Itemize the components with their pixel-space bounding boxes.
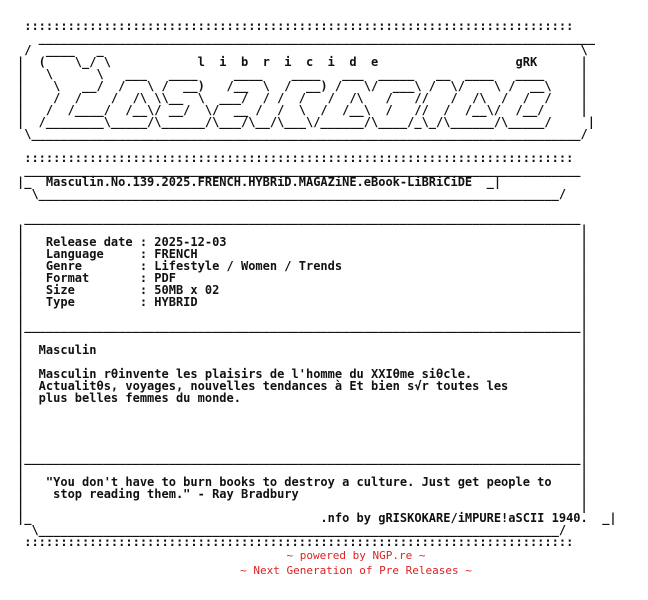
footer — [0, 548, 648, 578]
tagline: ~ Next Generation of Pre Releases ~ — [240, 564, 472, 577]
powered-by-link[interactable]: ~ powered by NGP.re ~ — [286, 549, 426, 562]
nfo-text: :::::::::::::::::::::::::::::::::::::::::::::::::::::::::::::::::::::::::::: _____________________________________________________________________________ / ____ _ \ | ( \_/ \ l i b r i c i d e gRK | | \ \ ___ ____ ____ ____ ___ _____ __ ____ ____ | | \ __/ / \ / __) /__ \ / __) / \/ ___\ / \/ \ / __\ | | / / / /\ \\__ \ ___/ / / / / /\ / // / /\ / / / | | / /____/ /__\/ __/ \/ __ / / \ / /__\ / // / /__\/ /__/ | | /________\_____/\______/\___/\__/\___\/______/\____/_\_/\______/\_____/ | \____________________________________________________________________________/ :::::::::::::::::::::::::::::::::::::::::::::::::::::::::::::::::::::::::::: _____________________________________________________________________________ |_ Masculin.No.139.2025.FRENCH.HYBRiD.MAGAZiNE.eBook-LiBRiCiDE _| \________________________________________________________________________/ _____________________________________________________________________________ | | | Release date : 2025-12-03 | | Language : FRENCH | | Genre : Lifestyle / Women / Trends | | Format : PDF | | Size : 50MB x 02 | | Type : HYBRID | | | |_____________________________________________________________________________| | | | Masculin | | | | Masculin rθinvente les plaisirs de l'homme du XXIθme siθcle. | | Actualitθs, voyages, nouvelles tendances à Et bien s√r toutes les | | plus belles femmes du monde. | | | | | | | | | |_____________________________________________________________________________| | | | "You don't have to burn books to destroy a culture. Just get people to | | stop reading them." - Ray Bradbury | | | |_ .nfo by gRISKOKARE/iMPURE!aSCII 1940. _| \________________________________________________________________________/ :::::::::::::::::::::::::::::::::::::::::::::::::::::::::::::::::::::::::::: — [17, 19, 617, 549]
